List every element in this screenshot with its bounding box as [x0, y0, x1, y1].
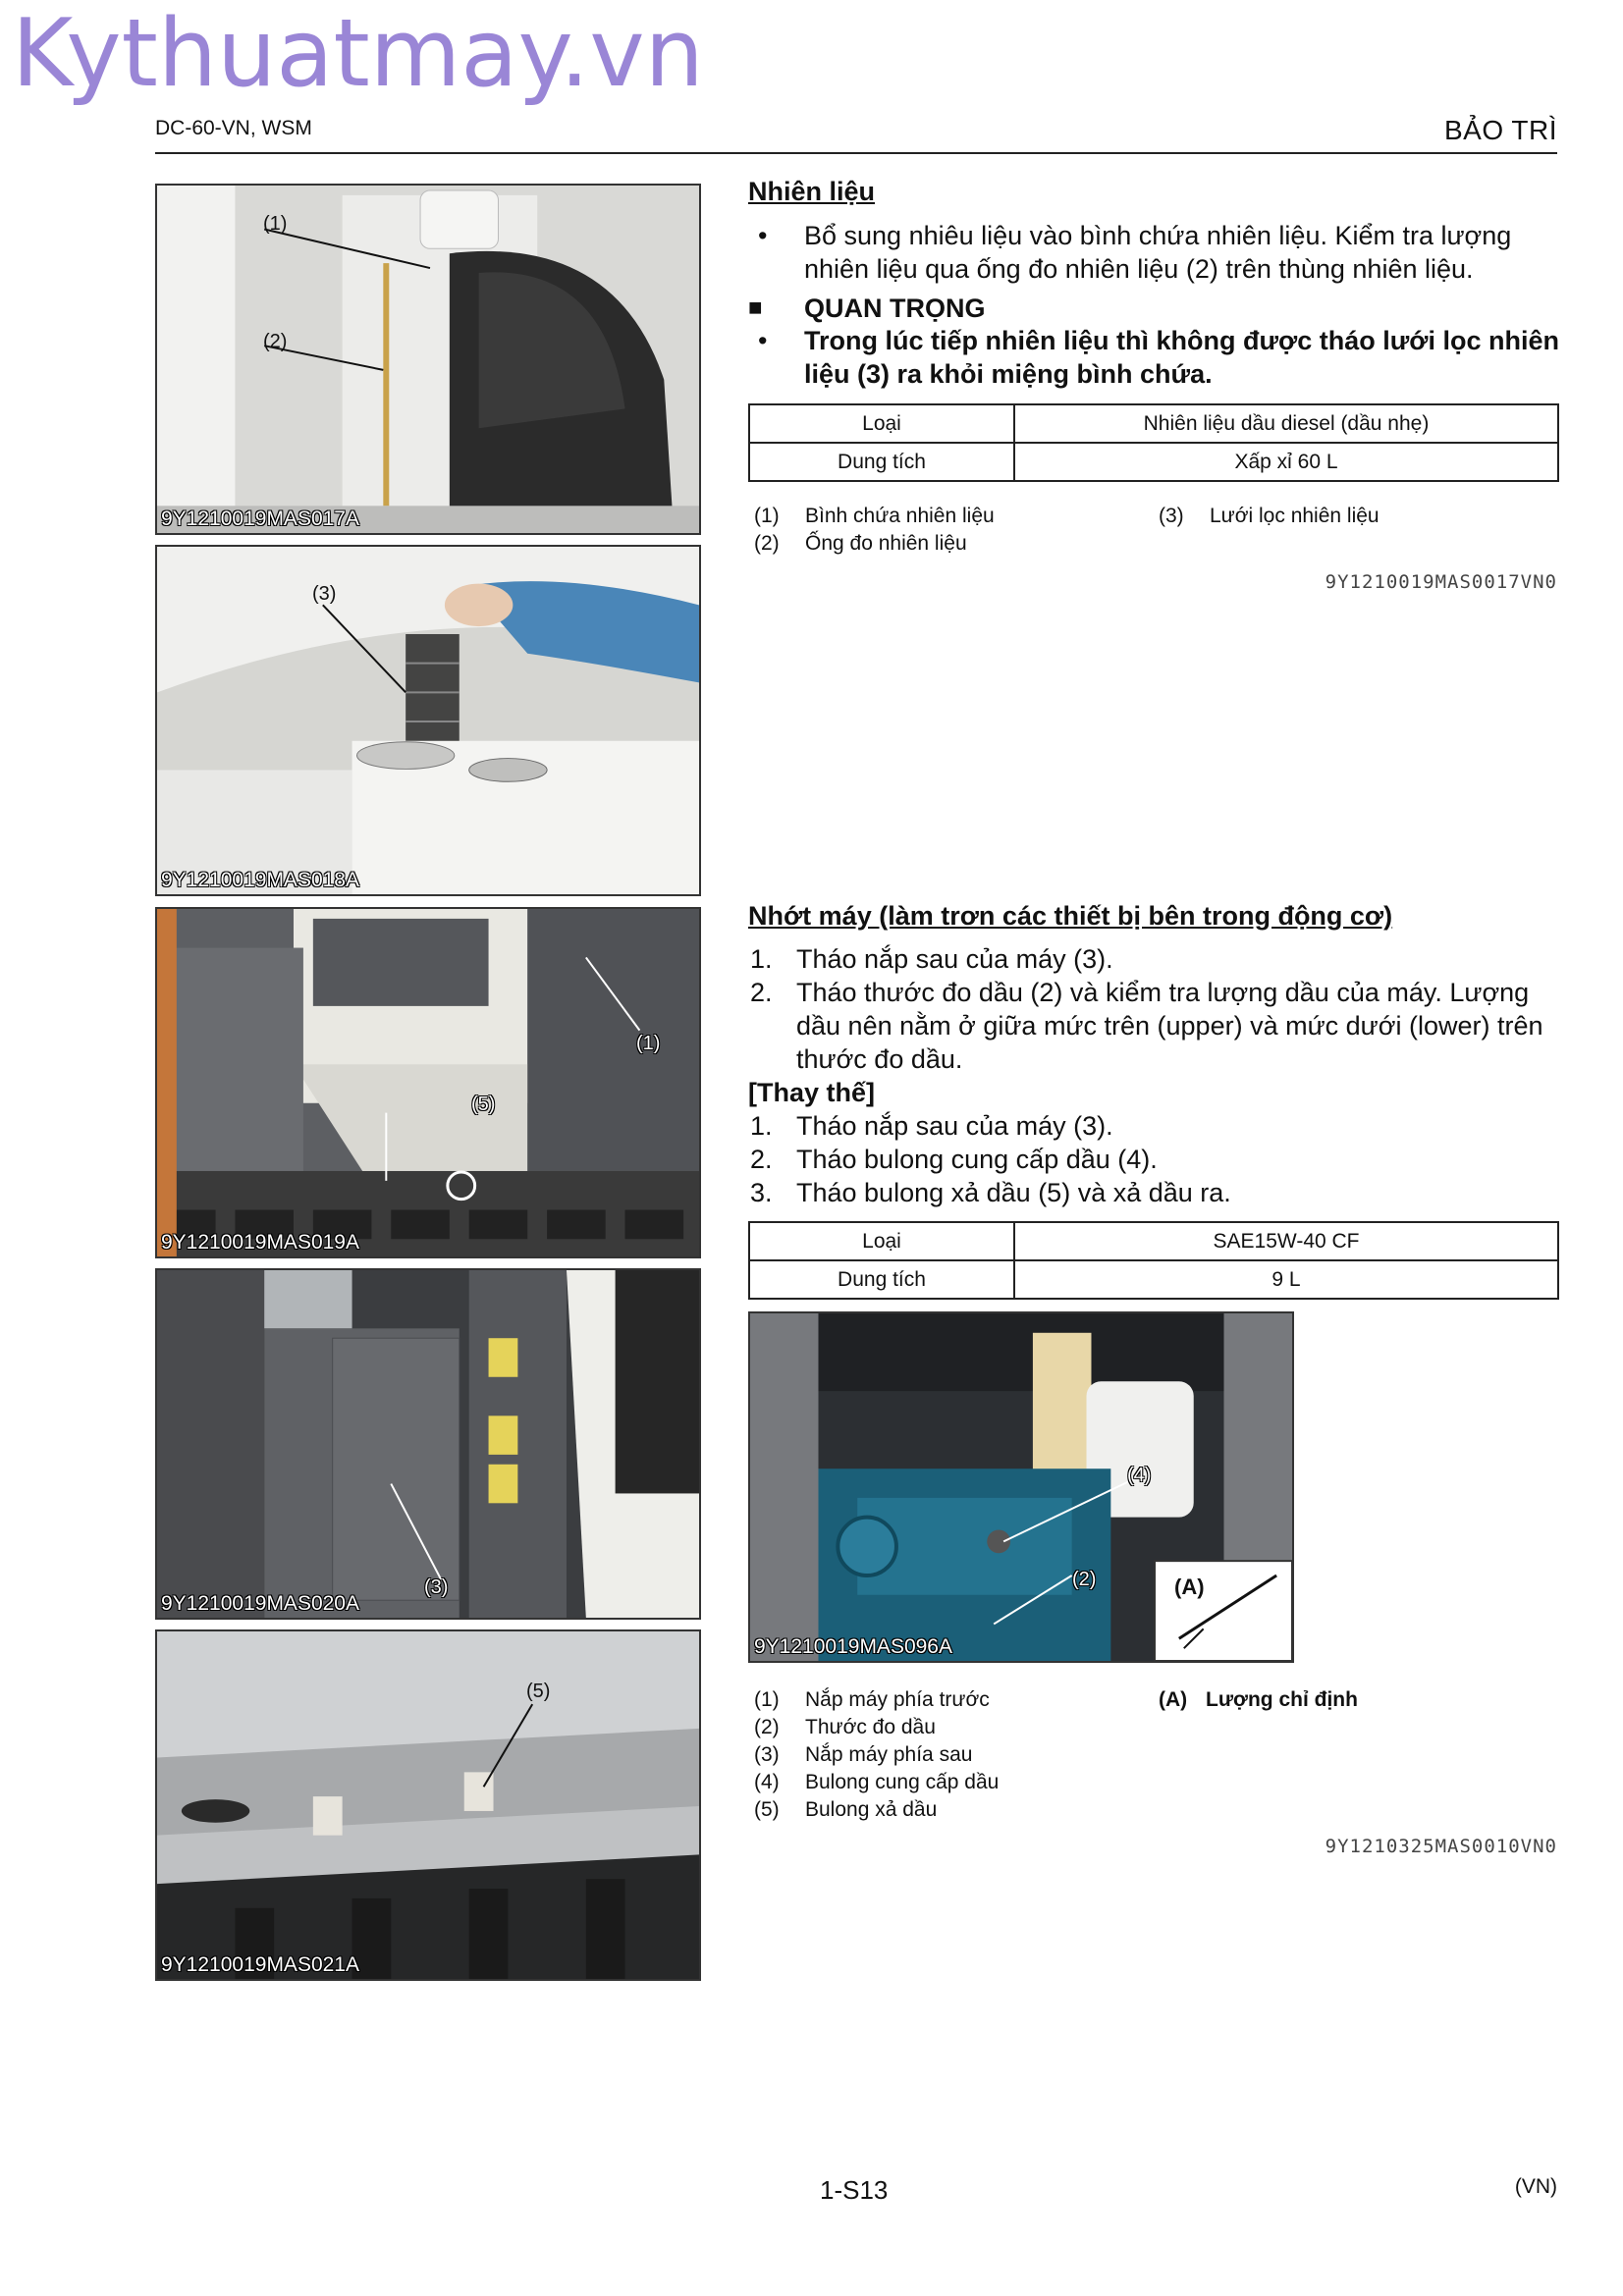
fuel-bullet-2-cont: liệu (3) ra khỏi miệng bình chứa.: [804, 359, 1213, 389]
legend-num: (3): [754, 1743, 780, 1766]
step-num: 1.: [750, 944, 773, 974]
watermark-logo: Kythuatmay.vn: [12, 0, 704, 108]
language-tag: (VN): [1514, 2175, 1557, 2198]
callout-2: (2): [1072, 1569, 1097, 1590]
table-label: Dung tích: [749, 1260, 1014, 1299]
photo-code: 9Y1210019MAS020A: [161, 1592, 359, 1615]
legend-num: (1): [754, 1688, 780, 1711]
oil-step-2-cont: dầu nên nằm ở giữa mức trên (upper) và mức dưới (lower) trên: [796, 1011, 1543, 1041]
doc-code: DC-60-VN, WSM: [155, 117, 312, 139]
step-num: 2.: [750, 1145, 773, 1174]
legend-text: Lưới lọc nhiên liệu: [1210, 505, 1380, 527]
step-num: 2.: [750, 978, 773, 1007]
callout-a: (A): [1174, 1575, 1205, 1599]
photo-code: 9Y1210019MAS017A: [161, 507, 359, 530]
step-text: Tháo thước đo dầu (2) và kiểm tra lượng dầu của máy. Lượng: [796, 978, 1530, 1007]
step-num: 1.: [750, 1111, 773, 1141]
callout-5: (5): [526, 1681, 551, 1702]
fuel-spec-table: [748, 403, 1559, 482]
photo-drain-bolt: [155, 1629, 701, 1981]
table-value: Nhiên liệu dầu diesel (dầu nhẹ): [1014, 404, 1558, 443]
legend-num: (1): [754, 505, 780, 527]
oil-step-2-cont: thước đo dầu.: [796, 1044, 963, 1074]
legend-text: Bình chứa nhiên liệu: [805, 505, 995, 527]
table-row: [749, 404, 1558, 443]
photo-code: 9Y1210019MAS096A: [754, 1635, 952, 1658]
legend-text: Bulong xả dầu: [805, 1798, 938, 1821]
step-text: Tháo nắp sau của máy (3).: [796, 944, 1113, 974]
legend-num: (5): [754, 1798, 780, 1821]
oil-spec-table: [748, 1221, 1559, 1300]
fuel-bullet-2-text: Trong lúc tiếp nhiên liệu thì không được tháo lưới lọc nhiên: [804, 326, 1559, 355]
table-row: [749, 443, 1558, 481]
photo-code: 9Y1210019MAS021A: [161, 1953, 359, 1976]
callout-1: (1): [636, 1033, 661, 1054]
callout-3: (3): [312, 583, 337, 605]
step-text: Tháo bulong cung cấp dầu (4).: [796, 1145, 1158, 1174]
callout-2: (2): [263, 331, 288, 352]
legend-num: (3): [1159, 505, 1184, 527]
oil-heading: Nhớt máy (làm trơn các thiết bị bên trong động cơ): [748, 901, 1393, 931]
legend-text: Lượng chỉ định: [1206, 1688, 1358, 1711]
table-value: SAE15W-40 CF: [1014, 1222, 1558, 1260]
legend-num: (A): [1159, 1688, 1188, 1711]
replace-heading: [Thay thế]: [748, 1078, 876, 1107]
step-text: Tháo bulong xả dầu (5) và xả dầu ra.: [796, 1178, 1231, 1207]
table-row: [749, 1222, 1558, 1260]
callout-1: (1): [263, 213, 288, 235]
photo-code: 9Y1210019MAS018A: [161, 869, 359, 891]
header-divider: [155, 152, 1557, 154]
fuel-bullet-1-text: Bổ sung nhiêu liệu vào bình chứa nhiên liệu. Kiểm tra lượng: [804, 221, 1512, 250]
photo-fuel-tank: [155, 184, 701, 535]
important-label: QUAN TRỌNG: [804, 294, 986, 323]
bullet-icon: •: [758, 221, 768, 250]
callout-5: (5): [471, 1094, 496, 1115]
photo-fuel-strainer: [155, 545, 701, 896]
legend-num: (2): [754, 1716, 780, 1738]
table-label: Dung tích: [749, 443, 1014, 481]
photo-engine: [748, 1311, 1294, 1663]
table-row: [749, 1260, 1558, 1299]
photo-machine-side: [155, 907, 701, 1258]
step-text: Tháo nắp sau của máy (3).: [796, 1111, 1113, 1141]
callout-4: (4): [1127, 1465, 1152, 1486]
section-title: BẢO TRÌ: [1443, 115, 1557, 145]
legend-text: Nắp máy phía sau: [805, 1743, 973, 1766]
table-label: Loại: [749, 1222, 1014, 1260]
table-value: 9 L: [1014, 1260, 1558, 1299]
legend-num: (2): [754, 532, 780, 555]
photo-rear-cover: [155, 1268, 701, 1620]
fuel-heading: Nhiên liệu: [748, 177, 876, 206]
table-label: Loại: [749, 404, 1014, 443]
table-value: Xấp xỉ 60 L: [1014, 443, 1558, 481]
bullet-icon: •: [758, 326, 768, 355]
fuel-ref-code: 9Y1210019MAS0017VN0: [1325, 571, 1557, 593]
legend-text: Thước đo dầu: [805, 1716, 936, 1738]
callout-3: (3): [424, 1576, 449, 1598]
page-number: 1-S13: [820, 2175, 889, 2205]
oil-ref-code: 9Y1210325MAS0010VN0: [1325, 1836, 1557, 1857]
step-num: 3.: [750, 1178, 773, 1207]
legend-text: Nắp máy phía trước: [805, 1688, 990, 1711]
fuel-bullet-1-cont: nhiên liệu qua ống đo nhiên liệu (2) trên thùng nhiên liệu.: [804, 254, 1474, 284]
square-icon: ■: [748, 294, 763, 321]
photo-code: 9Y1210019MAS019A: [161, 1231, 359, 1254]
legend-text: Bulong cung cấp dầu: [805, 1771, 1000, 1793]
legend-text: Ống đo nhiên liệu: [805, 532, 967, 555]
legend-num: (4): [754, 1771, 780, 1793]
